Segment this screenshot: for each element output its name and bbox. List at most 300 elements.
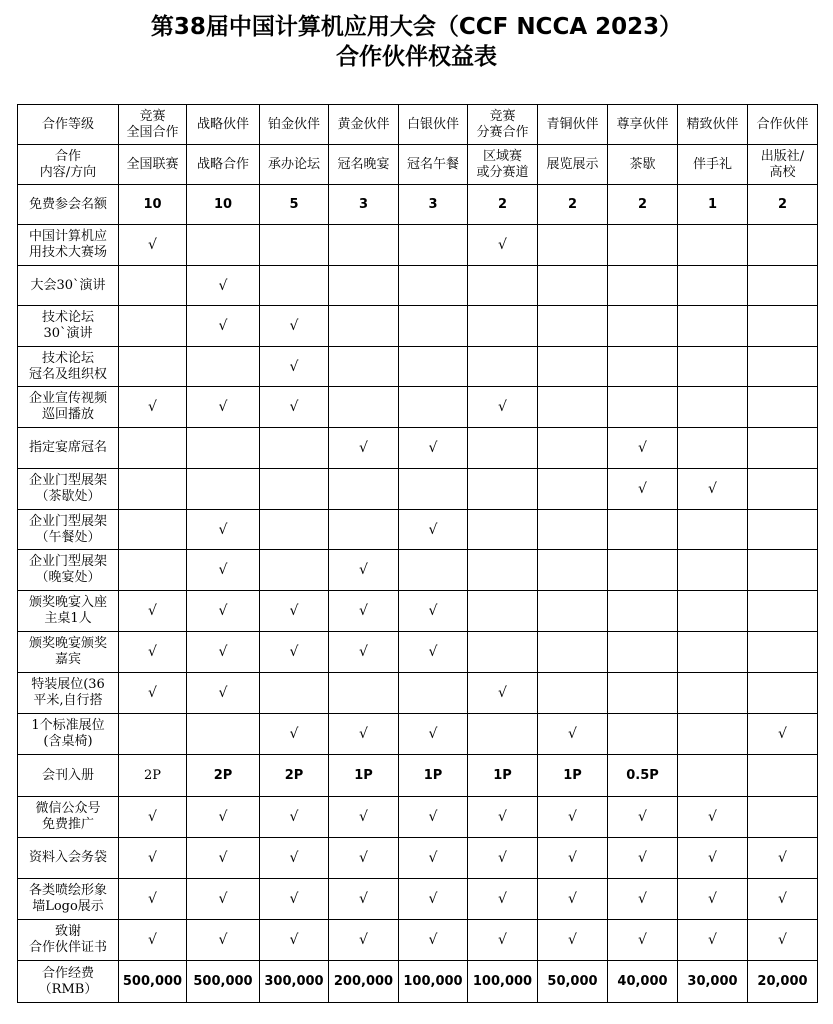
benefit-row [18, 673, 818, 714]
check-mark [329, 714, 399, 755]
empty-cell [538, 673, 608, 714]
journal-cell [468, 755, 538, 797]
cell-text-line: 高校 [769, 164, 796, 180]
empty-cell [538, 550, 608, 591]
empty-cell [748, 225, 818, 266]
benefit-row [18, 510, 818, 550]
check-mark [399, 428, 468, 469]
check-mark [119, 225, 187, 266]
tier-header [678, 105, 748, 145]
cell-text-line: 3 [428, 196, 438, 212]
empty-cell [748, 387, 818, 428]
cell-text-line: 500,000 [122, 973, 183, 989]
cell-text-line: 合作经费 [41, 965, 94, 981]
row-header [18, 920, 119, 961]
cell-text-line: 1P [354, 767, 373, 783]
cell-text-line: √ [218, 399, 228, 415]
cell-text-line: √ [218, 850, 228, 866]
empty-cell [608, 347, 678, 387]
check-mark [119, 387, 187, 428]
empty-cell [260, 428, 329, 469]
check-mark [468, 879, 538, 920]
empty-cell [399, 306, 468, 347]
cell-text-line: √ [148, 603, 157, 619]
cell-text-line: 区域赛 [482, 148, 522, 164]
cell-text-line: √ [218, 521, 228, 538]
check-mark [119, 879, 187, 920]
cell-text-line: 免费参会名额 [28, 196, 107, 212]
cell-text-line: √ [218, 603, 228, 619]
row-header [18, 510, 119, 550]
empty-cell [608, 714, 678, 755]
empty-cell [678, 510, 748, 550]
check-mark [119, 632, 187, 673]
cell-text-line: √ [638, 850, 647, 866]
cell-text-line: 2P [284, 767, 304, 783]
cell-text-line: 全国联赛 [126, 156, 179, 172]
fee-cell [538, 961, 608, 1003]
benefit-row [18, 266, 818, 306]
empty-cell [608, 306, 678, 347]
cell-text-line: √ [638, 440, 647, 456]
content-cell [748, 145, 818, 185]
empty-cell [119, 510, 187, 550]
check-mark [468, 387, 538, 428]
empty-cell [329, 306, 399, 347]
cell-text-line: √ [289, 358, 299, 375]
cell-text-line: 1 [707, 196, 718, 212]
empty-cell [329, 266, 399, 306]
empty-cell [748, 591, 818, 632]
cell-text-line: √ [428, 891, 438, 907]
benefit-row [18, 550, 818, 591]
empty-cell [260, 550, 329, 591]
quota-cell [538, 185, 608, 225]
quota-row [18, 185, 818, 225]
content-cell [608, 145, 678, 185]
content-cell [260, 145, 329, 185]
fee-cell [187, 961, 260, 1003]
cell-text-line: 500,000 [193, 973, 253, 989]
row-header [18, 387, 119, 428]
check-mark [608, 428, 678, 469]
check-mark [538, 879, 608, 920]
cell-text-line: 黄金伙伴 [337, 116, 390, 132]
content-cell [187, 145, 260, 185]
cell-text-line: √ [289, 809, 299, 825]
quota-cell [468, 185, 538, 225]
cell-text-line: 10 [213, 196, 233, 212]
cell-text-line: √ [148, 850, 157, 866]
check-mark [187, 550, 260, 591]
quota-cell [260, 185, 329, 225]
cell-text-line: √ [148, 932, 157, 948]
cell-text-line: √ [428, 726, 438, 742]
quota-cell [748, 185, 818, 225]
cell-text-line: √ [428, 932, 438, 948]
benefit-row [18, 387, 818, 428]
fee-row [18, 961, 818, 1003]
cell-text-line: √ [148, 891, 157, 907]
empty-cell [399, 225, 468, 266]
cell-text-line: 墙Logo展示 [32, 899, 104, 914]
empty-cell [260, 266, 329, 306]
cell-text-line: 竞赛 [489, 108, 516, 124]
cell-text-line: 100,000 [472, 973, 533, 989]
journal-cell [329, 755, 399, 797]
empty-cell [678, 306, 748, 347]
content-cell [119, 145, 187, 185]
empty-cell [748, 510, 818, 550]
quota-cell [329, 185, 399, 225]
empty-cell [329, 387, 399, 428]
row-header [18, 591, 119, 632]
empty-cell [538, 306, 608, 347]
empty-cell [119, 347, 187, 387]
fee-cell [748, 961, 818, 1003]
empty-cell [468, 632, 538, 673]
cell-text-line: √ [428, 644, 438, 660]
cell-text-line: √ [428, 603, 438, 619]
check-mark [608, 920, 678, 961]
fee-cell [608, 961, 678, 1003]
empty-cell [608, 510, 678, 550]
empty-cell [678, 347, 748, 387]
cell-text-line: 2 [777, 196, 788, 212]
cell-text-line: 0.5P [626, 767, 659, 783]
cell-text-line: 企业宣传视频 [28, 391, 107, 406]
empty-cell [678, 714, 748, 755]
empty-cell [678, 673, 748, 714]
empty-cell [678, 632, 748, 673]
check-mark [187, 387, 260, 428]
check-mark [260, 838, 329, 879]
title-line-2: 合作伙伴权益表 [336, 44, 497, 70]
row-header [18, 550, 119, 591]
cell-text-line: √ [638, 932, 647, 948]
cell-text-line: √ [289, 726, 299, 742]
empty-cell [748, 306, 818, 347]
empty-cell [538, 225, 608, 266]
empty-cell [608, 387, 678, 428]
check-mark [538, 797, 608, 838]
empty-cell [187, 714, 260, 755]
empty-cell [538, 591, 608, 632]
cell-text-line: √ [708, 932, 717, 948]
cell-text-line: √ [359, 932, 368, 948]
journal-row [18, 755, 818, 797]
cell-text-line: 1P [493, 767, 512, 783]
empty-cell [468, 428, 538, 469]
benefit-row [18, 469, 818, 510]
tier-header [119, 105, 187, 145]
cell-text-line: 企业门型展架 [28, 473, 107, 488]
check-mark [260, 797, 329, 838]
row-header [18, 105, 119, 145]
empty-cell [468, 510, 538, 550]
cell-text-line: 铂金伙伴 [267, 116, 320, 132]
check-mark [329, 797, 399, 838]
cell-text-line: (含桌椅) [43, 734, 93, 749]
check-mark [119, 673, 187, 714]
fee-cell [119, 961, 187, 1003]
check-mark [468, 920, 538, 961]
check-mark [260, 387, 329, 428]
cell-text-line: 精致伙伴 [686, 116, 739, 132]
check-mark [399, 920, 468, 961]
row-header [18, 145, 119, 185]
empty-cell [748, 550, 818, 591]
row-header [18, 673, 119, 714]
empty-cell [119, 550, 187, 591]
cell-text-line: 20,000 [757, 973, 808, 989]
cell-text-line: 战略伙伴 [196, 116, 249, 132]
check-mark [608, 838, 678, 879]
empty-cell [329, 510, 399, 550]
cell-text-line: 竞赛 [139, 108, 166, 124]
cell-text-line: 战略合作 [196, 156, 249, 172]
row-header [18, 266, 119, 306]
cell-text-line: （午餐处） [35, 529, 101, 545]
row-header [18, 755, 119, 797]
check-mark [329, 591, 399, 632]
cell-text-line: 主桌1人 [44, 611, 92, 626]
benefits-table [17, 104, 818, 1003]
tier-header [608, 105, 678, 145]
empty-cell [608, 225, 678, 266]
check-mark [608, 469, 678, 510]
check-mark [187, 510, 260, 550]
empty-cell [329, 225, 399, 266]
check-mark [119, 920, 187, 961]
empty-cell [399, 266, 468, 306]
quota-cell [608, 185, 678, 225]
cell-text-line: √ [218, 644, 228, 660]
benefit-row [18, 306, 818, 347]
cell-text-line: （RMB） [38, 981, 98, 997]
check-mark [678, 469, 748, 510]
row-header [18, 306, 119, 347]
check-mark [260, 714, 329, 755]
tier-header [468, 105, 538, 145]
cell-text-line: 茶歇 [629, 156, 656, 172]
cell-text-line: √ [148, 399, 157, 415]
check-mark [260, 632, 329, 673]
cell-text-line: √ [498, 399, 507, 415]
empty-cell [260, 469, 329, 510]
check-mark [187, 673, 260, 714]
cell-text-line: 指定宴席冠名 [28, 440, 107, 455]
benefit-row [18, 225, 818, 266]
check-mark [678, 879, 748, 920]
cell-text-line: √ [359, 562, 368, 578]
empty-cell [748, 469, 818, 510]
cell-text-line: √ [498, 237, 507, 253]
cell-text-line: √ [638, 809, 647, 825]
cell-text-line: 大会30`演讲 [30, 277, 106, 293]
header-row [18, 105, 818, 145]
row-header [18, 469, 119, 510]
cell-text-line: 伴手礼 [692, 156, 732, 172]
check-mark [748, 714, 818, 755]
check-mark [187, 797, 260, 838]
cell-text-line: 微信公众号 [35, 801, 101, 816]
cell-text-line: √ [218, 809, 228, 825]
journal-cell [260, 755, 329, 797]
empty-cell [538, 347, 608, 387]
content-cell [329, 145, 399, 185]
check-mark [468, 225, 538, 266]
empty-cell [329, 673, 399, 714]
journal-cell [748, 755, 818, 797]
benefit-row [18, 920, 818, 961]
tier-header [329, 105, 399, 145]
cell-text-line: √ [708, 809, 717, 825]
check-mark [399, 879, 468, 920]
empty-cell [748, 428, 818, 469]
empty-cell [187, 428, 260, 469]
check-mark [468, 797, 538, 838]
check-mark [187, 920, 260, 961]
empty-cell [678, 387, 748, 428]
tier-header [260, 105, 329, 145]
check-mark [538, 838, 608, 879]
cell-text-line: √ [498, 809, 507, 825]
empty-cell [119, 266, 187, 306]
cell-text-line: 冠名午餐 [406, 156, 459, 172]
check-mark [468, 838, 538, 879]
cell-text-line: 200,000 [333, 973, 394, 989]
cell-text-line: 用技术大赛场 [28, 245, 107, 260]
empty-cell [468, 469, 538, 510]
cell-text-line: 平米,自行搭 [33, 693, 103, 708]
cell-text-line: 100,000 [403, 973, 463, 989]
empty-cell [538, 387, 608, 428]
empty-cell [329, 347, 399, 387]
benefit-row [18, 879, 818, 920]
cell-text-line: 中国计算机应 [28, 229, 107, 244]
cell-text-line: √ [498, 932, 507, 948]
content-cell [468, 145, 538, 185]
cell-text-line: √ [778, 850, 787, 866]
check-mark [748, 879, 818, 920]
benefit-row [18, 347, 818, 387]
content-row [18, 145, 818, 185]
empty-cell [678, 225, 748, 266]
cell-text-line: √ [289, 399, 299, 415]
quota-cell [399, 185, 468, 225]
cell-text-line: 10 [143, 196, 162, 212]
empty-cell [608, 673, 678, 714]
benefit-row [18, 838, 818, 879]
cell-text-line: √ [148, 237, 157, 253]
check-mark [329, 920, 399, 961]
empty-cell [187, 347, 260, 387]
check-mark [119, 838, 187, 879]
check-mark [608, 797, 678, 838]
cell-text-line: √ [359, 809, 368, 825]
cell-text-line: 冠名晚宴 [337, 156, 390, 172]
cell-text-line: √ [708, 481, 717, 497]
cell-text-line: 资料入会务袋 [28, 850, 107, 865]
empty-cell [748, 797, 818, 838]
check-mark [678, 920, 748, 961]
cell-text-line: 全国合作 [126, 124, 179, 140]
cell-text-line: 展览展示 [546, 156, 599, 172]
empty-cell [538, 632, 608, 673]
benefit-row [18, 714, 818, 755]
cell-text-line: 30`演讲 [43, 326, 93, 341]
empty-cell [468, 714, 538, 755]
cell-text-line: √ [568, 932, 577, 948]
cell-text-line: 承办论坛 [267, 156, 320, 172]
row-header [18, 347, 119, 387]
cell-text-line: 白银伙伴 [406, 116, 459, 132]
check-mark [119, 591, 187, 632]
check-mark [748, 920, 818, 961]
row-header [18, 428, 119, 469]
row-header [18, 185, 119, 225]
cell-text-line: √ [708, 891, 717, 907]
cell-text-line: 或分赛道 [476, 164, 529, 180]
table-body [18, 105, 818, 1003]
cell-text-line: √ [218, 562, 228, 578]
check-mark [260, 879, 329, 920]
empty-cell [608, 550, 678, 591]
journal-cell [678, 755, 748, 797]
empty-cell [678, 266, 748, 306]
cell-text-line: √ [708, 850, 717, 866]
empty-cell [399, 387, 468, 428]
empty-cell [260, 673, 329, 714]
cell-text-line: 合作等级 [41, 116, 94, 132]
empty-cell [399, 469, 468, 510]
cell-text-line: √ [218, 932, 228, 948]
check-mark [678, 797, 748, 838]
row-header [18, 838, 119, 879]
fee-cell [329, 961, 399, 1003]
cell-text-line: √ [778, 932, 787, 948]
cell-text-line: 技术论坛 [41, 350, 94, 366]
check-mark [260, 920, 329, 961]
cell-text-line: 企业门型展架 [28, 554, 107, 569]
cell-text-line: √ [428, 521, 438, 538]
check-mark [187, 306, 260, 347]
cell-text-line: √ [289, 603, 299, 619]
tier-header [748, 105, 818, 145]
check-mark [399, 714, 468, 755]
empty-cell [260, 510, 329, 550]
check-mark [260, 306, 329, 347]
cell-text-line: 合作 [54, 148, 81, 164]
fee-cell [678, 961, 748, 1003]
empty-cell [119, 428, 187, 469]
cell-text-line: √ [218, 891, 228, 907]
empty-cell [260, 225, 329, 266]
cell-text-line: 特装展位(36 [31, 677, 105, 692]
check-mark [399, 510, 468, 550]
fee-cell [468, 961, 538, 1003]
cell-text-line: 合作伙伴证书 [28, 940, 107, 955]
cell-text-line: √ [638, 481, 647, 497]
row-header [18, 632, 119, 673]
empty-cell [748, 673, 818, 714]
fee-cell [399, 961, 468, 1003]
cell-text-line: √ [148, 644, 157, 660]
check-mark [260, 347, 329, 387]
cell-text-line: 免费推广 [41, 817, 94, 832]
cell-text-line: √ [218, 277, 228, 294]
